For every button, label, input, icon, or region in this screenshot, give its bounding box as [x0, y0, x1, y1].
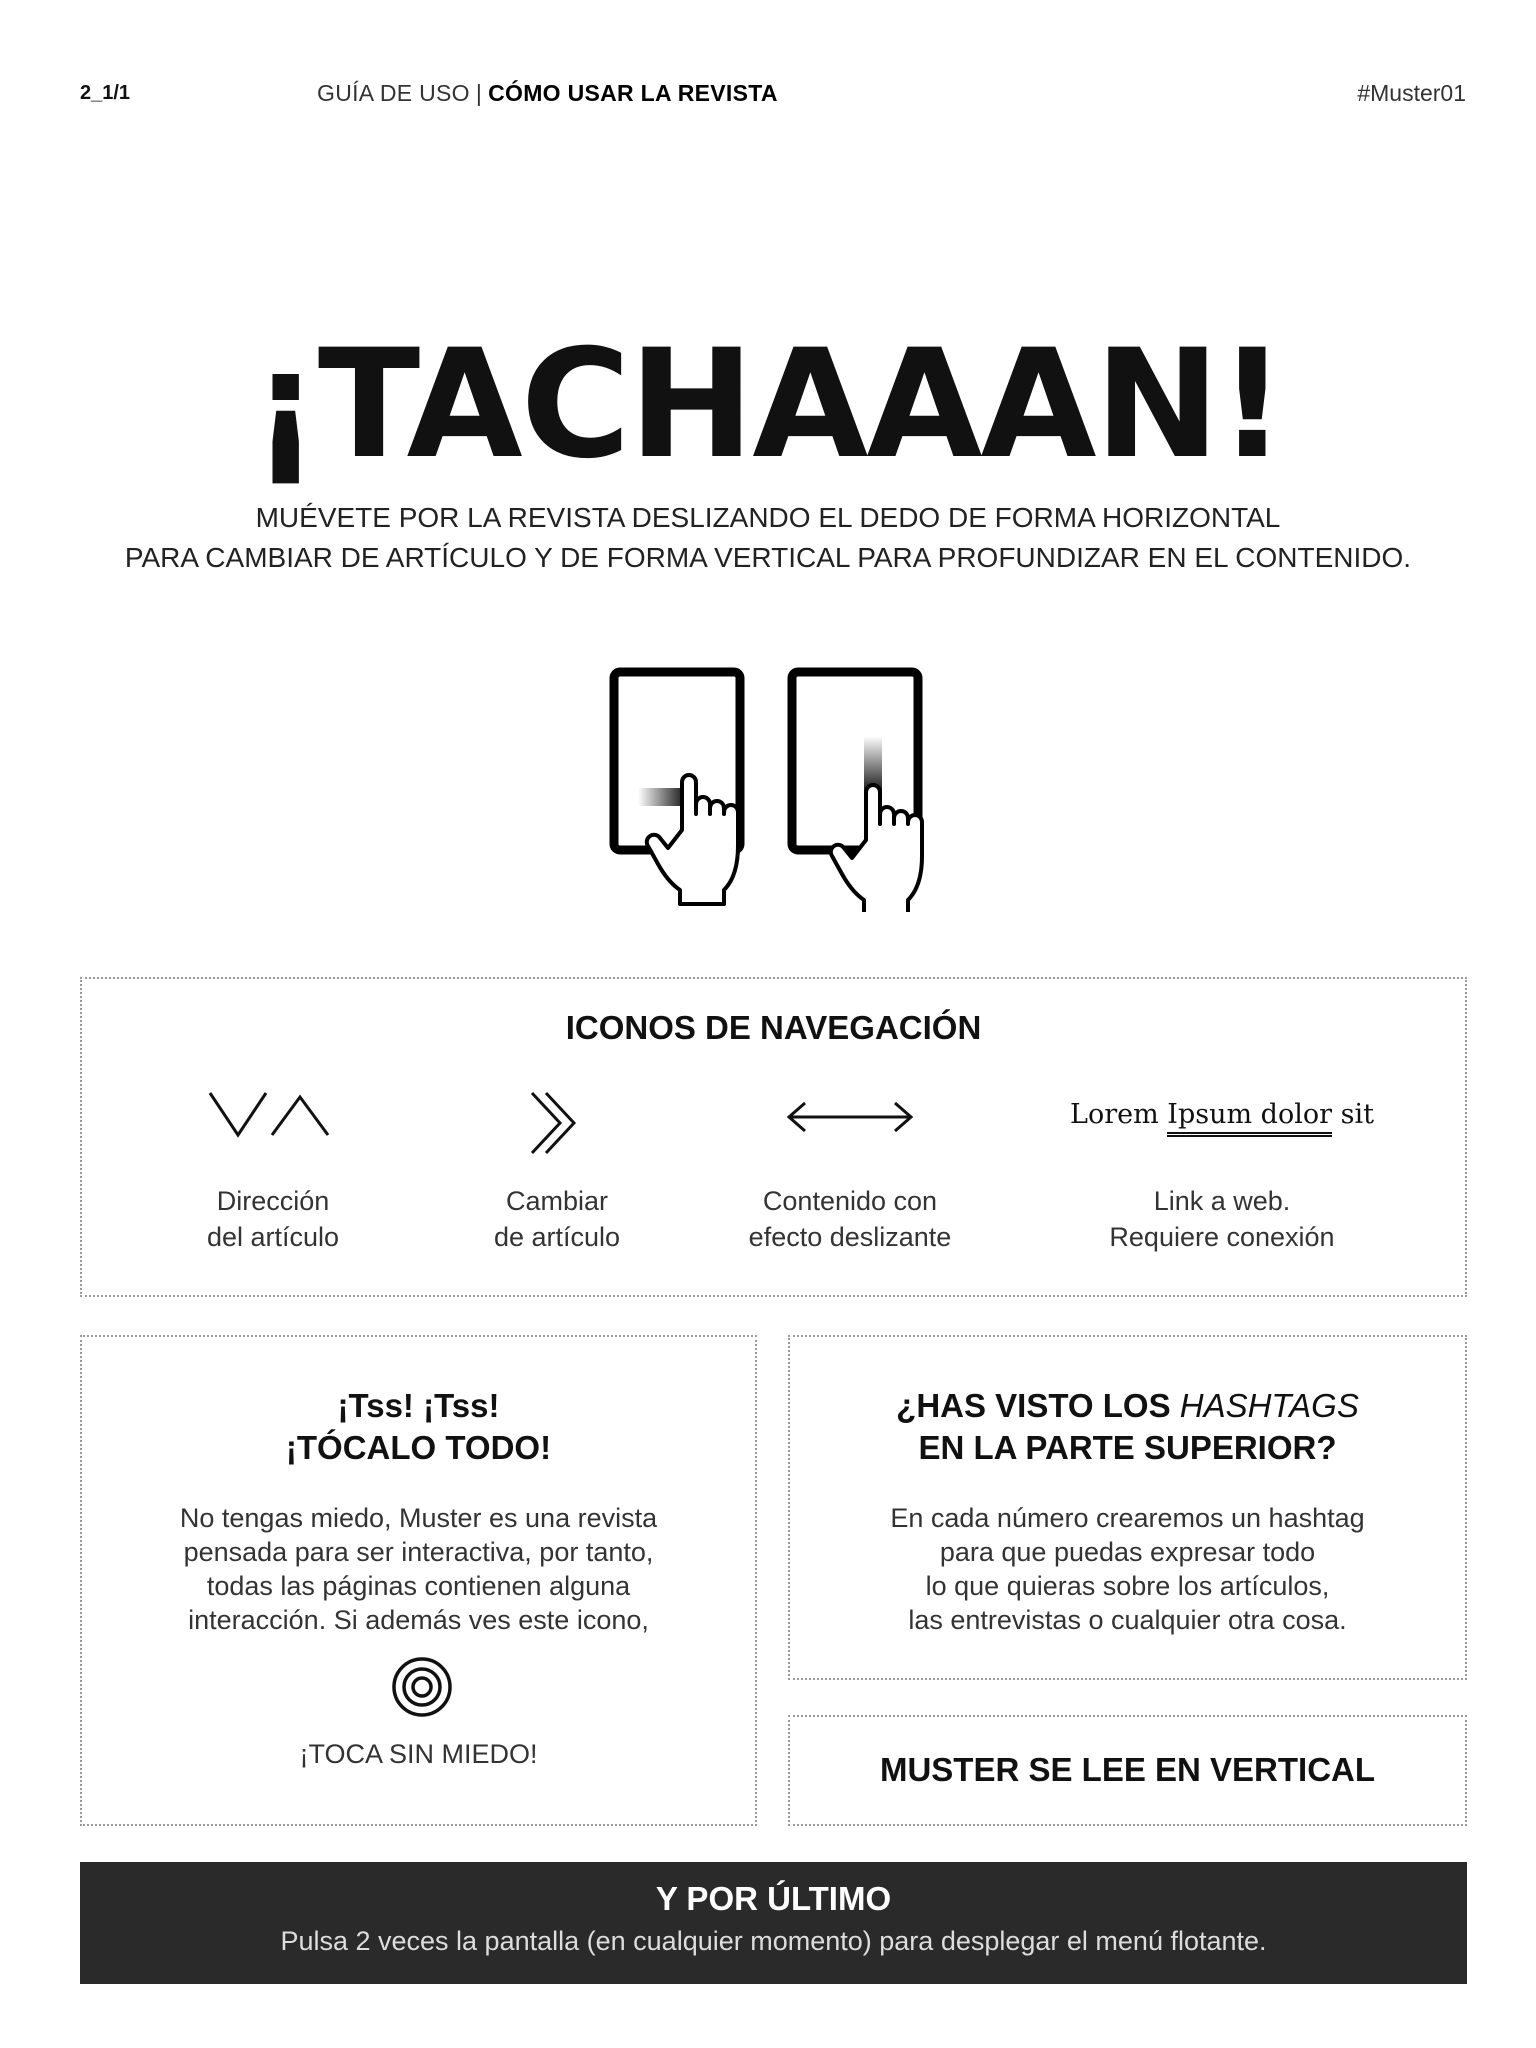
nav-label-sliding-line1: Contenido con [762, 1186, 938, 1216]
vertical-title: MUSTER SE LEE EN VERTICAL [879, 1751, 1376, 1788]
hashtags-text-line: lo que quieras sobre los artículos, [925, 1571, 1330, 1601]
topic-label: CÓMO USAR LA REVISTA [488, 80, 778, 106]
direction-chevrons-icon [208, 1091, 338, 1141]
tss-text-line: pensada para ser interactiva, por tanto, [183, 1537, 654, 1567]
link-sample-before: Lorem [1070, 1099, 1168, 1130]
hashtags-title [790, 1385, 1465, 1469]
nav-label-direction [163, 1183, 383, 1255]
nav-label-web-link [1072, 1183, 1372, 1255]
section-breadcrumb [317, 80, 778, 107]
tablet-horizontal-swipe-icon [614, 672, 740, 904]
issue-hashtag: #Muster01 [1357, 80, 1466, 106]
hashtags-title-line2: EN LA PARTE SUPERIOR? [918, 1429, 1337, 1466]
nav-label-web-line1: Link a web. [1153, 1186, 1291, 1216]
link-sample-after: sit [1332, 1099, 1374, 1130]
tss-title-line2: ¡TÓCALO TODO! [285, 1429, 552, 1466]
link-sample-link[interactable]: Ipsum dolor [1167, 1099, 1332, 1137]
nav-label-direction-line1: Dirección [216, 1186, 330, 1216]
hashtags-panel [788, 1335, 1467, 1680]
web-link-sample [1062, 1099, 1382, 1130]
page-number: 2_1/1 [80, 82, 131, 104]
hero-instructions [0, 498, 1536, 578]
nav-label-change-line2: de artículo [493, 1222, 621, 1252]
touch-everything-panel [80, 1335, 757, 1826]
tss-text [82, 1501, 755, 1637]
tablet-vertical-swipe-icon [792, 672, 922, 912]
hero-line-2: PARA CAMBIAR DE ARTÍCULO Y DE FORMA VERTICAL PARA PROFUNDIZAR EN EL CONTENIDO. [124, 542, 1412, 573]
navigation-title: ICONOS DE NAVEGACIÓN [565, 1009, 982, 1046]
tss-title-line1: ¡Tss! ¡Tss! [337, 1387, 500, 1424]
tss-text-line: No tengas miedo, Muster es una revista [179, 1503, 658, 1533]
final-text: Pulsa 2 veces la pantalla (en cualquier momento) para desplegar el menú flotante. [280, 1926, 1267, 1956]
vertical-reading-panel [788, 1715, 1467, 1826]
tss-title [82, 1385, 755, 1469]
touch-target-icon [390, 1655, 454, 1719]
navigation-icons-panel [80, 977, 1467, 1297]
hashtags-text-line: para que puedas expresar todo [939, 1537, 1316, 1567]
hashtags-text-line: las entrevistas o cualquier otra cosa. [908, 1605, 1347, 1635]
swipe-gesture-illustration [600, 662, 940, 912]
nav-label-change-article [442, 1183, 672, 1255]
nav-label-change-line1: Cambiar [505, 1186, 609, 1216]
hashtags-title-prefix: ¿HAS VISTO LOS [896, 1387, 1180, 1424]
hashtags-text-line: En cada número crearemos un hashtag [890, 1503, 1365, 1533]
final-tip-banner [80, 1862, 1467, 1984]
nav-label-direction-line2: del artículo [206, 1222, 340, 1252]
double-arrow-horizontal-icon [785, 1099, 915, 1135]
hero-title: ¡TACHAAAN! [251, 318, 1285, 492]
nav-label-sliding-line2: efecto deslizante [748, 1222, 952, 1252]
hashtags-title-italic: HASHTAGS [1179, 1387, 1359, 1424]
hashtags-text [790, 1501, 1465, 1637]
final-title: Y POR ÚLTIMO [655, 1880, 892, 1917]
tss-text-line: interacción. Si además ves este icono, [188, 1605, 649, 1635]
breadcrumb-separator: | [475, 80, 483, 106]
section-label: GUÍA DE USO [317, 80, 470, 106]
hashtags-title-line1 [790, 1385, 1465, 1427]
nav-label-sliding-content [730, 1183, 970, 1255]
tss-text-line: todas las páginas contienen alguna [206, 1571, 631, 1601]
hero-line-1: MUÉVETE POR LA REVISTA DESLIZANDO EL DEDO DE FORMA HORIZONTAL [255, 502, 1281, 533]
tss-cta: ¡TOCA SIN MIEDO! [299, 1739, 538, 1769]
nav-label-web-line2: Requiere conexión [1109, 1222, 1335, 1252]
double-chevron-right-icon [526, 1091, 586, 1155]
